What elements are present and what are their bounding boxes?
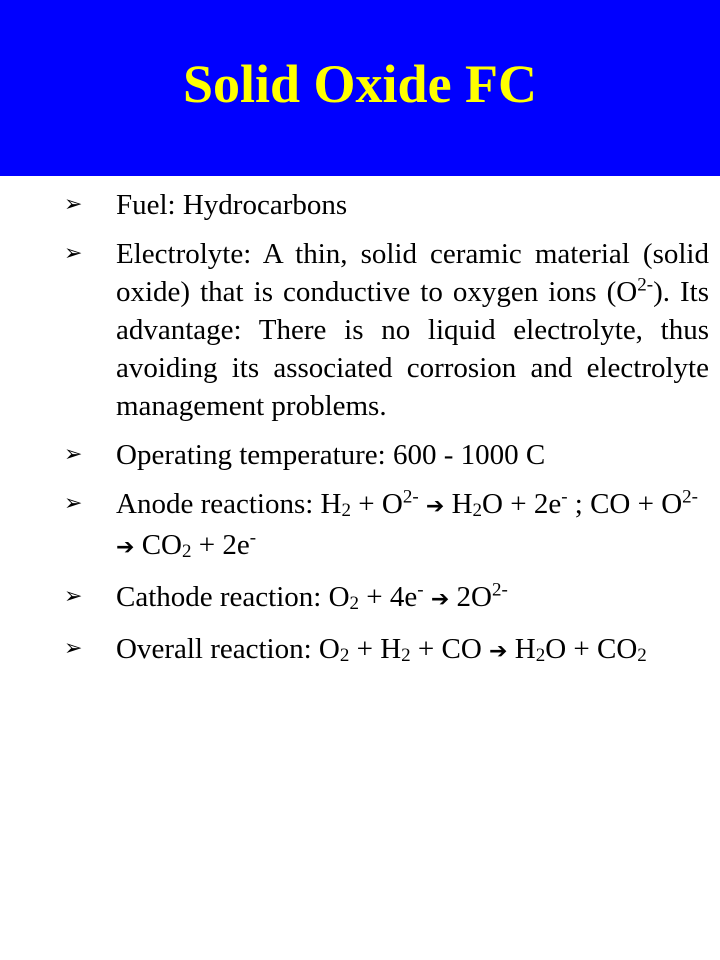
slide-title: Solid Oxide FC xyxy=(182,54,538,114)
cathode-text: Cathode reaction: O xyxy=(116,581,350,613)
cathode-superscript: 2- xyxy=(491,579,508,601)
anode-superscript: 2- xyxy=(402,486,419,508)
anode-subscript: 2 xyxy=(341,500,351,521)
cathode-subscript: 2 xyxy=(349,593,360,614)
overall-text: + H xyxy=(349,633,402,665)
reaction-arrow-icon: ➔ xyxy=(430,587,450,612)
bullet-cathode xyxy=(64,578,709,619)
overall-text: O + CO xyxy=(545,633,638,665)
cathode-text: 2O xyxy=(449,581,492,613)
bullet-list xyxy=(64,186,709,682)
anode-text: + 2e xyxy=(191,529,250,561)
bullet-temperature xyxy=(64,436,709,474)
bullet-anode xyxy=(64,485,709,567)
bullet-arrow-icon: ➢ xyxy=(64,442,83,467)
overall-text: Overall reaction: O xyxy=(116,633,340,665)
anode-text: H xyxy=(444,488,473,520)
reaction-arrow-icon: ➔ xyxy=(489,639,508,664)
bullet-arrow-icon: ➢ xyxy=(64,491,83,516)
bullet-arrow-icon: ➢ xyxy=(64,584,83,609)
reaction-arrow-icon: ➔ xyxy=(116,535,135,560)
anode-superscript: 2- xyxy=(682,486,698,508)
overall-subscript: 2 xyxy=(401,645,411,666)
electrolyte-superscript: 2- xyxy=(637,274,654,296)
anode-subscript: 2 xyxy=(472,500,483,521)
bullet-electrolyte xyxy=(64,235,709,425)
bullet-arrow-icon: ➢ xyxy=(64,241,83,266)
electrolyte-text-1: Electrolyte: A thin, solid ceramic material (solid oxide) that is conductive to oxygen ions (O xyxy=(116,238,709,308)
anode-text: CO xyxy=(134,529,182,561)
cathode-superscript: - xyxy=(417,579,424,601)
anode-superscript: - xyxy=(249,527,257,549)
anode-text: + O xyxy=(351,488,403,520)
anode-text: Anode reactions: H xyxy=(116,488,342,520)
anode-text: O + 2e xyxy=(482,488,562,520)
temperature-text: Operating temperature: 600 - 1000 C xyxy=(116,439,546,471)
anode-superscript: - xyxy=(561,486,568,508)
bullet-fuel xyxy=(64,186,709,224)
electrolyte-text-2: ). Its advantage: There is no liquid electrolyte, thus avoiding its associated corrosion and electrolyte management problems. xyxy=(116,276,709,422)
bullet-arrow-icon: ➢ xyxy=(64,192,83,217)
bullet-arrow-icon: ➢ xyxy=(64,636,83,661)
overall-subscript: 2 xyxy=(339,645,350,666)
anode-text: ; CO + O xyxy=(567,488,683,520)
overall-subscript: 2 xyxy=(535,645,546,666)
bullet-fuel-text: Fuel: Hydrocarbons xyxy=(116,189,348,221)
bullet-overall xyxy=(64,630,709,671)
title-bar xyxy=(0,0,720,176)
overall-subscript: 2 xyxy=(637,645,647,666)
anode-subscript: 2 xyxy=(181,541,192,562)
cathode-text: + 4e xyxy=(359,581,418,613)
reaction-arrow-icon: ➔ xyxy=(425,494,445,519)
overall-text: + CO xyxy=(410,633,490,665)
overall-text: H xyxy=(507,633,536,665)
